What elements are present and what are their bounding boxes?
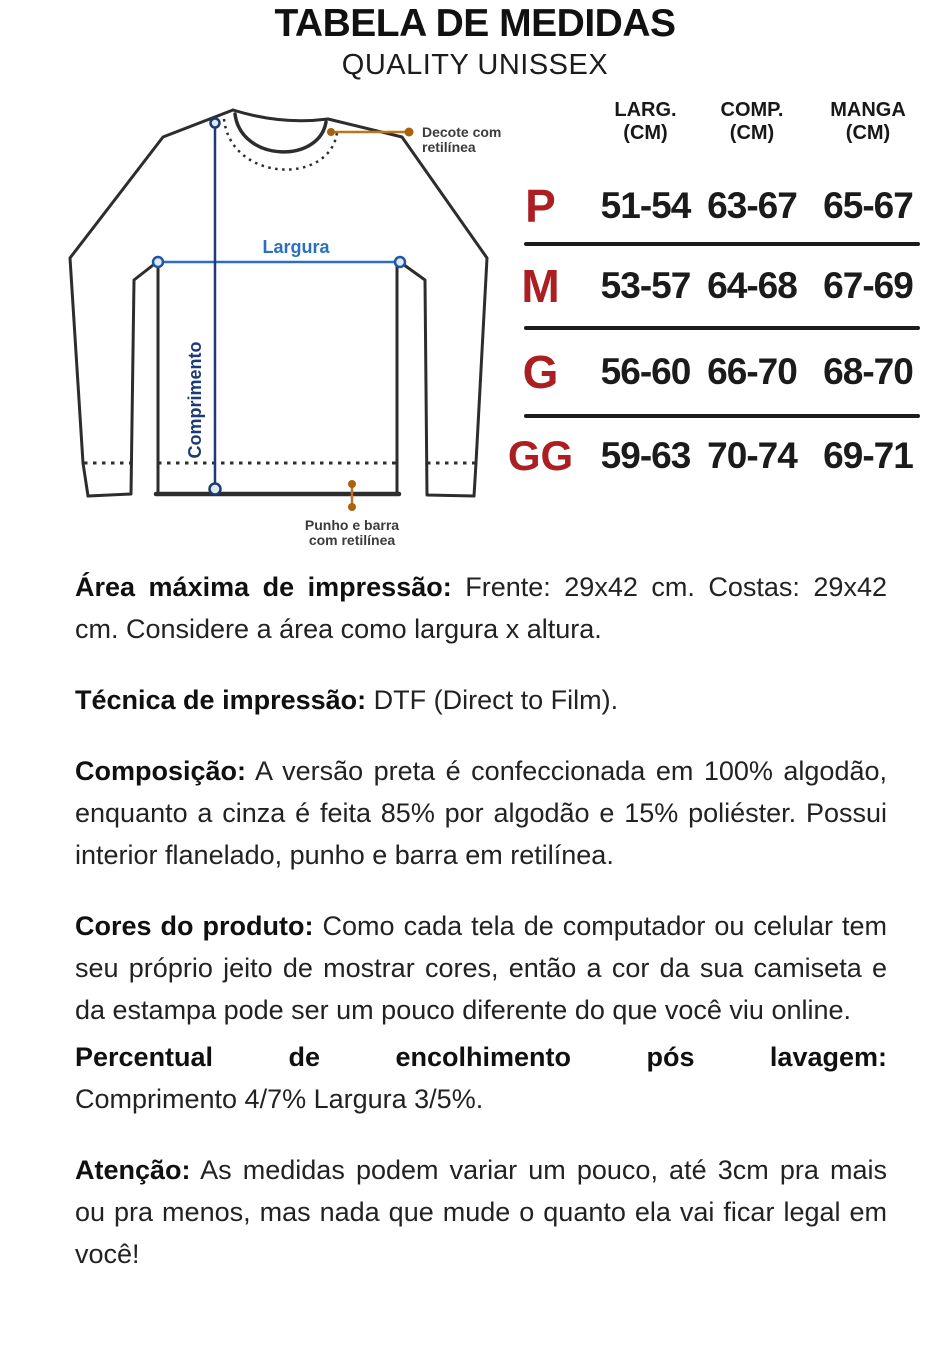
neck-label-line2: retilínea (422, 139, 476, 155)
size-label: M (521, 260, 560, 312)
hem-annotation (305, 480, 399, 548)
hem-label-line2: com retilínea (308, 532, 396, 548)
column-header-larg (593, 99, 698, 145)
info-paragraph-colors (75, 905, 887, 1031)
sweatshirt-diagram (50, 90, 520, 560)
length-label: Comprimento (185, 341, 205, 459)
hem-label-line1: Punho e barra (304, 517, 400, 533)
info-label: Técnica de impressão: (75, 685, 367, 715)
info-label: Percentual de encolhimento pós lavagem: (75, 1042, 887, 1072)
comp-value: 70-74 (707, 435, 797, 476)
hem-annotation-top-dot (348, 480, 356, 488)
sweatshirt-outline (70, 110, 487, 496)
larg-value: 56-60 (600, 351, 691, 392)
neck-annotation-right-dot (405, 128, 414, 137)
info-text: DTF (Direct to Film). (366, 685, 619, 715)
info-paragraph-shrinkage (75, 1036, 887, 1120)
manga-value: 68-70 (823, 351, 913, 392)
column-header-larg-label: LARG. (614, 99, 677, 121)
column-header-larg-unit: (CM) (623, 122, 668, 144)
info-text: A versão preta é confeccionada em 100% algodão, enquanto a cinza é feita 85% por algodão e 15% poliéster. Possui interior flanelado, punho e barra em retilínea. (75, 756, 887, 870)
column-header-manga (806, 99, 930, 145)
info-paragraph-print-technique (75, 679, 887, 721)
size-label: G (522, 346, 559, 398)
comp-value: 63-67 (707, 184, 797, 226)
neck-label-line1: Decote com (422, 124, 502, 140)
product-info (75, 566, 887, 1304)
collar-rib-dashed-line (224, 119, 337, 170)
column-header-comp-unit: (CM) (729, 122, 775, 144)
size-table-header-row (488, 95, 930, 169)
info-text: As medidas podem variar um pouco, até 3cm pra mais ou pra menos, mas nada que mude o quanto ela vai ficar legal em você! (75, 1155, 887, 1269)
comp-value: 66-70 (707, 351, 797, 392)
size-row-gg (488, 418, 930, 494)
length-measure-line (185, 119, 221, 495)
info-text: Comprimento 4/7% Largura 3/5%. (75, 1084, 484, 1114)
manga-value: 67-69 (823, 265, 913, 306)
hem-annotation-bottom-dot (348, 503, 356, 511)
info-paragraph-attention (75, 1149, 887, 1275)
width-label: Largura (262, 237, 330, 257)
neck-annotation-left-dot (327, 128, 335, 136)
size-table (488, 95, 930, 494)
manga-value: 65-67 (823, 184, 913, 226)
larg-value: 51-54 (600, 184, 691, 226)
larg-value: 59-63 (600, 435, 691, 476)
info-text: Como cada tela de computador ou celular tem seu próprio jeito de mostrar cores, então a cor da sua camiseta e da estampa pode ser um pouco diferente do que você viu online. (75, 911, 887, 1025)
larg-value: 53-57 (600, 265, 691, 306)
width-measure-line (153, 237, 405, 267)
size-row-g (488, 330, 930, 414)
width-endpoint-left-dot (153, 257, 163, 267)
header (0, 2, 950, 82)
info-label: Composição: (75, 756, 247, 786)
info-paragraph-composition (75, 750, 887, 876)
size-label: GG (507, 432, 574, 479)
info-label: Atenção: (75, 1155, 191, 1185)
info-label: Cores do produto: (75, 911, 314, 941)
column-header-comp (698, 99, 806, 145)
comp-value: 64-68 (707, 265, 797, 306)
column-header-comp-label: COMP. (720, 99, 784, 121)
neck-annotation (327, 124, 501, 155)
size-row-m (488, 246, 930, 326)
info-paragraph-print-area (75, 566, 887, 650)
info-text: Frente: 29x42 cm. Costas: 29x42 cm. Considere a área como largura x altura. (75, 572, 887, 644)
column-header-manga-unit: (CM) (845, 122, 891, 144)
length-endpoint-top-dot (211, 119, 220, 128)
info-label: Área máxima de impressão: (75, 572, 452, 602)
page-subtitle: QUALITY UNISSEX (341, 49, 609, 81)
page-title: TABELA DE MEDIDAS (274, 2, 676, 45)
width-endpoint-right-dot (395, 257, 405, 267)
column-header-manga-label: MANGA (830, 99, 906, 121)
size-row-p (488, 169, 930, 242)
manga-value: 69-71 (823, 435, 913, 476)
size-label: P (525, 179, 556, 232)
length-endpoint-bottom-dot (210, 484, 221, 495)
